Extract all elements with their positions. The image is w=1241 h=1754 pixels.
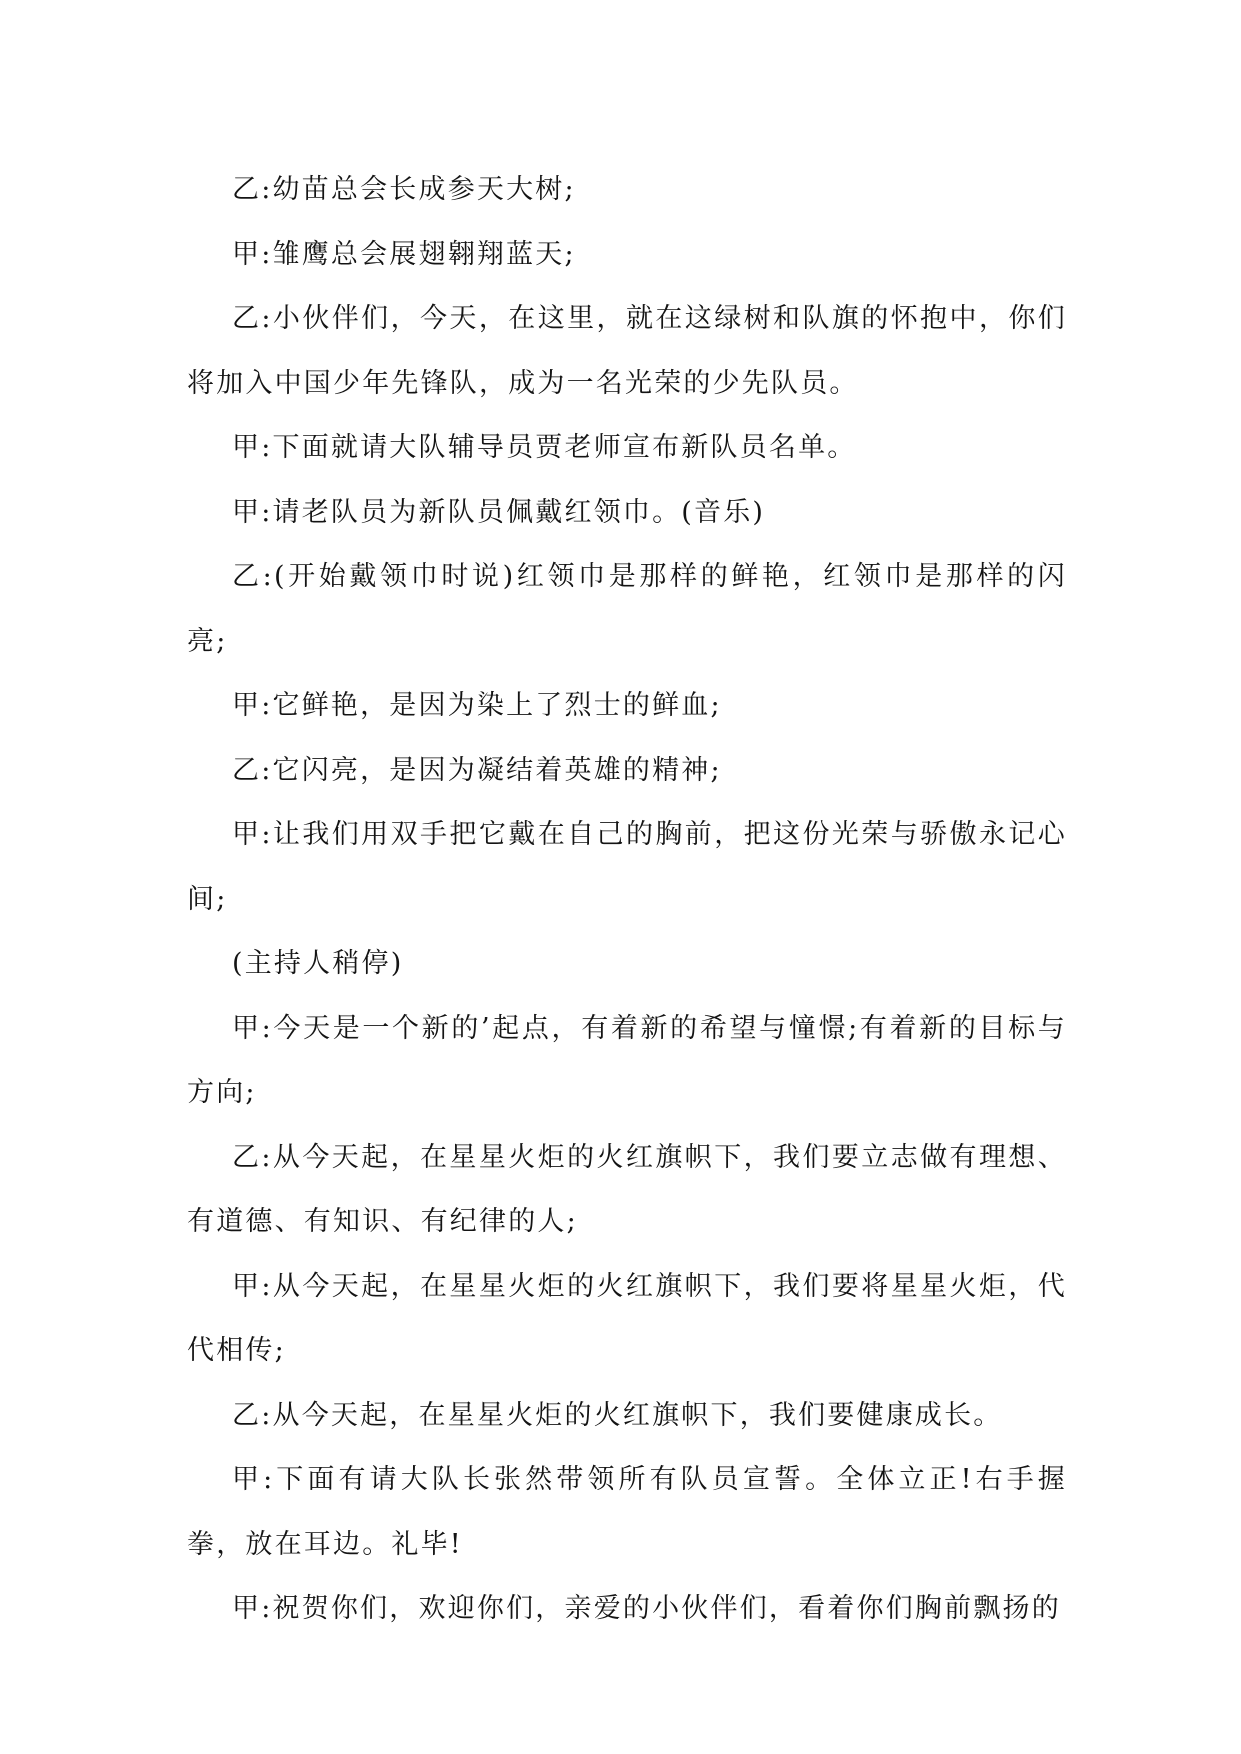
- paragraph: 甲:它鲜艳，是因为染上了烈士的鲜血;: [232, 690, 722, 721]
- paragraph: 甲:下面就请大队辅导员贾老师宣布新队员名单。: [232, 432, 857, 463]
- paragraph: 乙:它闪亮，是因为凝结着英雄的精神;: [232, 754, 722, 786]
- paragraph: 甲:今天是一个新的’起点，有着新的希望与憧憬;有着新的目标与方向;: [187, 1012, 1067, 1108]
- paragraph: 甲:让我们用双手把它戴在自己的胸前，把这份光荣与骄傲永记心间;: [187, 819, 1067, 915]
- paragraph: 甲:雏鹰总会展翅翱翔蓝天;: [232, 238, 576, 270]
- paragraph: 乙:幼苗总会长成参天大树;: [232, 174, 576, 205]
- paragraph: 乙:从今天起，在星星火炬的火红旗帜下，我们要立志做有理想、有道德、有知识、有纪律的人;: [187, 1141, 1067, 1237]
- paragraph: 乙:小伙伴们，今天，在这里，就在这绿树和队旗的怀抱中，你们将加入中国少年先锋队，成为一名光荣的少先队员。: [187, 303, 1067, 399]
- paragraph: (主持人稍停): [232, 948, 404, 979]
- document-body: [187, 158, 1067, 1642]
- paragraph: 甲:下面有请大队长张然带领所有队员宣誓。全体立正!右手握拳，放在耳边。礼毕!: [187, 1464, 1067, 1560]
- paragraph: 甲:从今天起，在星星火炬的火红旗帜下，我们要将星星火炬，代代相传;: [187, 1270, 1067, 1366]
- paragraph: 乙:从今天起，在星星火炬的火红旗帜下，我们要健康成长。: [232, 1399, 1003, 1431]
- paragraph: 甲:祝贺你们，欢迎你们，亲爱的小伙伴们，看着你们胸前飘扬的: [232, 1593, 1061, 1624]
- paragraph: 乙:(开始戴领巾时说)红领巾是那样的鲜艳，红领巾是那样的闪亮;: [187, 561, 1067, 657]
- paragraph: 甲:请老队员为新队员佩戴红领巾。(音乐): [232, 496, 766, 528]
